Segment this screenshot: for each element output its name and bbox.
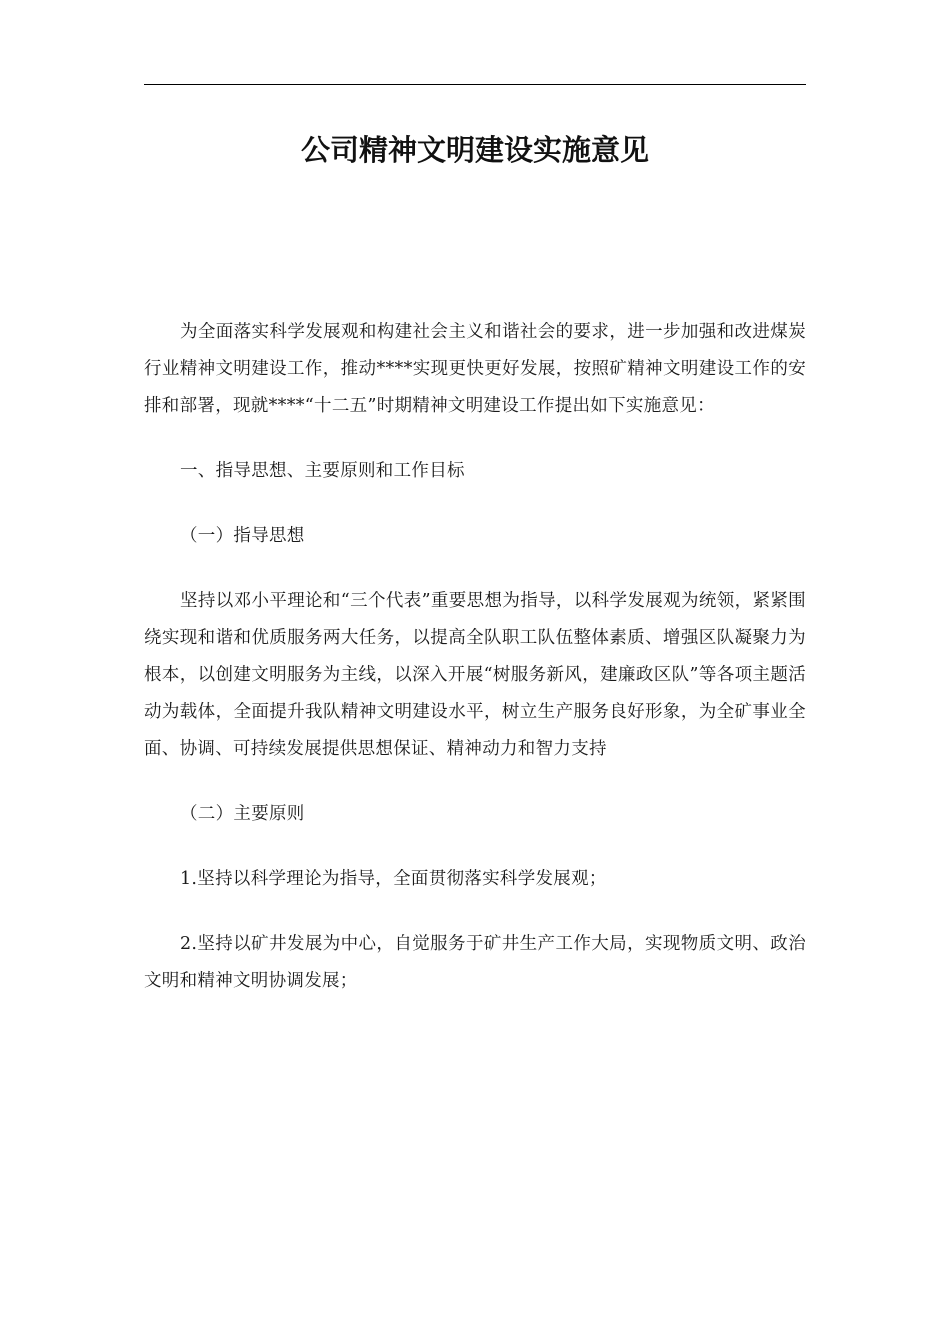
subsection-heading-main-principles: （二）主要原则 [180, 804, 305, 824]
document-body [144, 314, 806, 1000]
paragraph-guiding-thought: 坚持以邓小平理论和“三个代表”重要思想为指导，以科学发展观为统领，紧紧围绕实现和谐和优质服务两大任务，以提高全队职工队伍整体素质、增强区队凝聚力为根本，以创建文明服务为主线，以深入开展“树服务新风，建廉政区队”等各项主题活动为载体，全面提升我队精神文明建设水平，树立生产服务良好形象，为全矿事业全面、协调、可持续发展提供思想保证、精神动力和智力支持 [144, 591, 806, 759]
section-heading-1: 一、指导思想、主要原则和工作目标 [180, 461, 465, 481]
principle-item-2: 2.坚持以矿井发展为中心，自觉服务于矿井生产工作大局，实现物质文明、政治文明和精神文明协调发展； [144, 934, 806, 991]
document-title: 公司精神文明建设实施意见 [300, 133, 649, 167]
principle-item-1: 1.坚持以科学理论为指导，全面贯彻落实科学发展观； [180, 869, 607, 889]
subsection-heading-guiding-thought: （一）指导思想 [180, 526, 305, 546]
header-rule [144, 84, 806, 85]
paragraph-intro: 为全面落实科学发展观和构建社会主义和谐社会的要求，进一步加强和改进煤炭行业精神文明建设工作，推动****实现更快更好发展，按照矿精神文明建设工作的安排和部署，现就****“十二五”时期精神文明建设工作提出如下实施意见： [144, 322, 806, 416]
